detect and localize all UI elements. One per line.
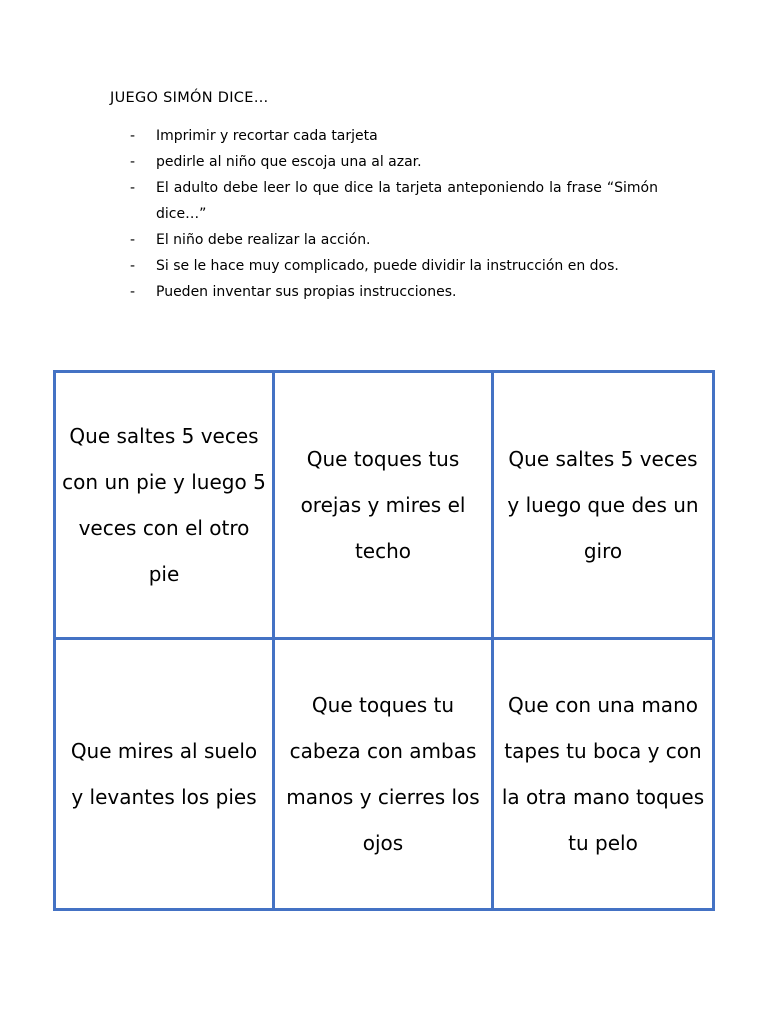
instruction-text: El adulto debe leer lo que dice la tarjeta anteponiendo la frase “Simón dice…”	[156, 180, 658, 222]
card	[56, 373, 275, 640]
bullet-dash: -	[130, 284, 136, 300]
instruction-text: Si se le hace muy complicado, puede dividir la instrucción en dos.	[156, 258, 619, 274]
page-title: JUEGO SIMÓN DICE…	[110, 90, 269, 106]
instruction-item	[130, 227, 658, 253]
bullet-dash: -	[130, 128, 136, 144]
card-text: Que mires al suelo y levantes los pies	[70, 739, 258, 809]
card	[275, 640, 494, 908]
card-text: Que toques tu cabeza con ambas manos y cierres los ojos	[286, 693, 480, 855]
instruction-item	[130, 149, 658, 175]
card	[494, 640, 712, 908]
instruction-text: pedirle al niño que escoja una al azar.	[156, 154, 422, 170]
card-text: Que saltes 5 veces con un pie y luego 5 veces con el otro pie	[62, 424, 266, 586]
bullet-dash: -	[130, 154, 136, 170]
instruction-item	[130, 279, 658, 305]
card-text: Que con una mano tapes tu boca y con la otra mano toques tu pelo	[501, 693, 705, 855]
instruction-item	[130, 175, 658, 227]
instruction-text: Imprimir y recortar cada tarjeta	[156, 128, 378, 144]
bullet-dash: -	[130, 258, 136, 274]
card-grid	[53, 370, 715, 911]
bullet-dash: -	[130, 232, 136, 248]
instruction-list	[130, 123, 658, 305]
instruction-item	[130, 253, 658, 279]
card	[494, 373, 712, 640]
card	[56, 640, 275, 908]
card-text: Que saltes 5 veces y luego que des un giro	[507, 447, 699, 563]
bullet-dash: -	[130, 180, 136, 196]
instruction-text: El niño debe realizar la acción.	[156, 232, 371, 248]
card-text: Que toques tus orejas y mires el techo	[300, 447, 466, 563]
card	[275, 373, 494, 640]
instruction-item	[130, 123, 658, 149]
instruction-text: Pueden inventar sus propias instrucciones.	[156, 284, 457, 300]
